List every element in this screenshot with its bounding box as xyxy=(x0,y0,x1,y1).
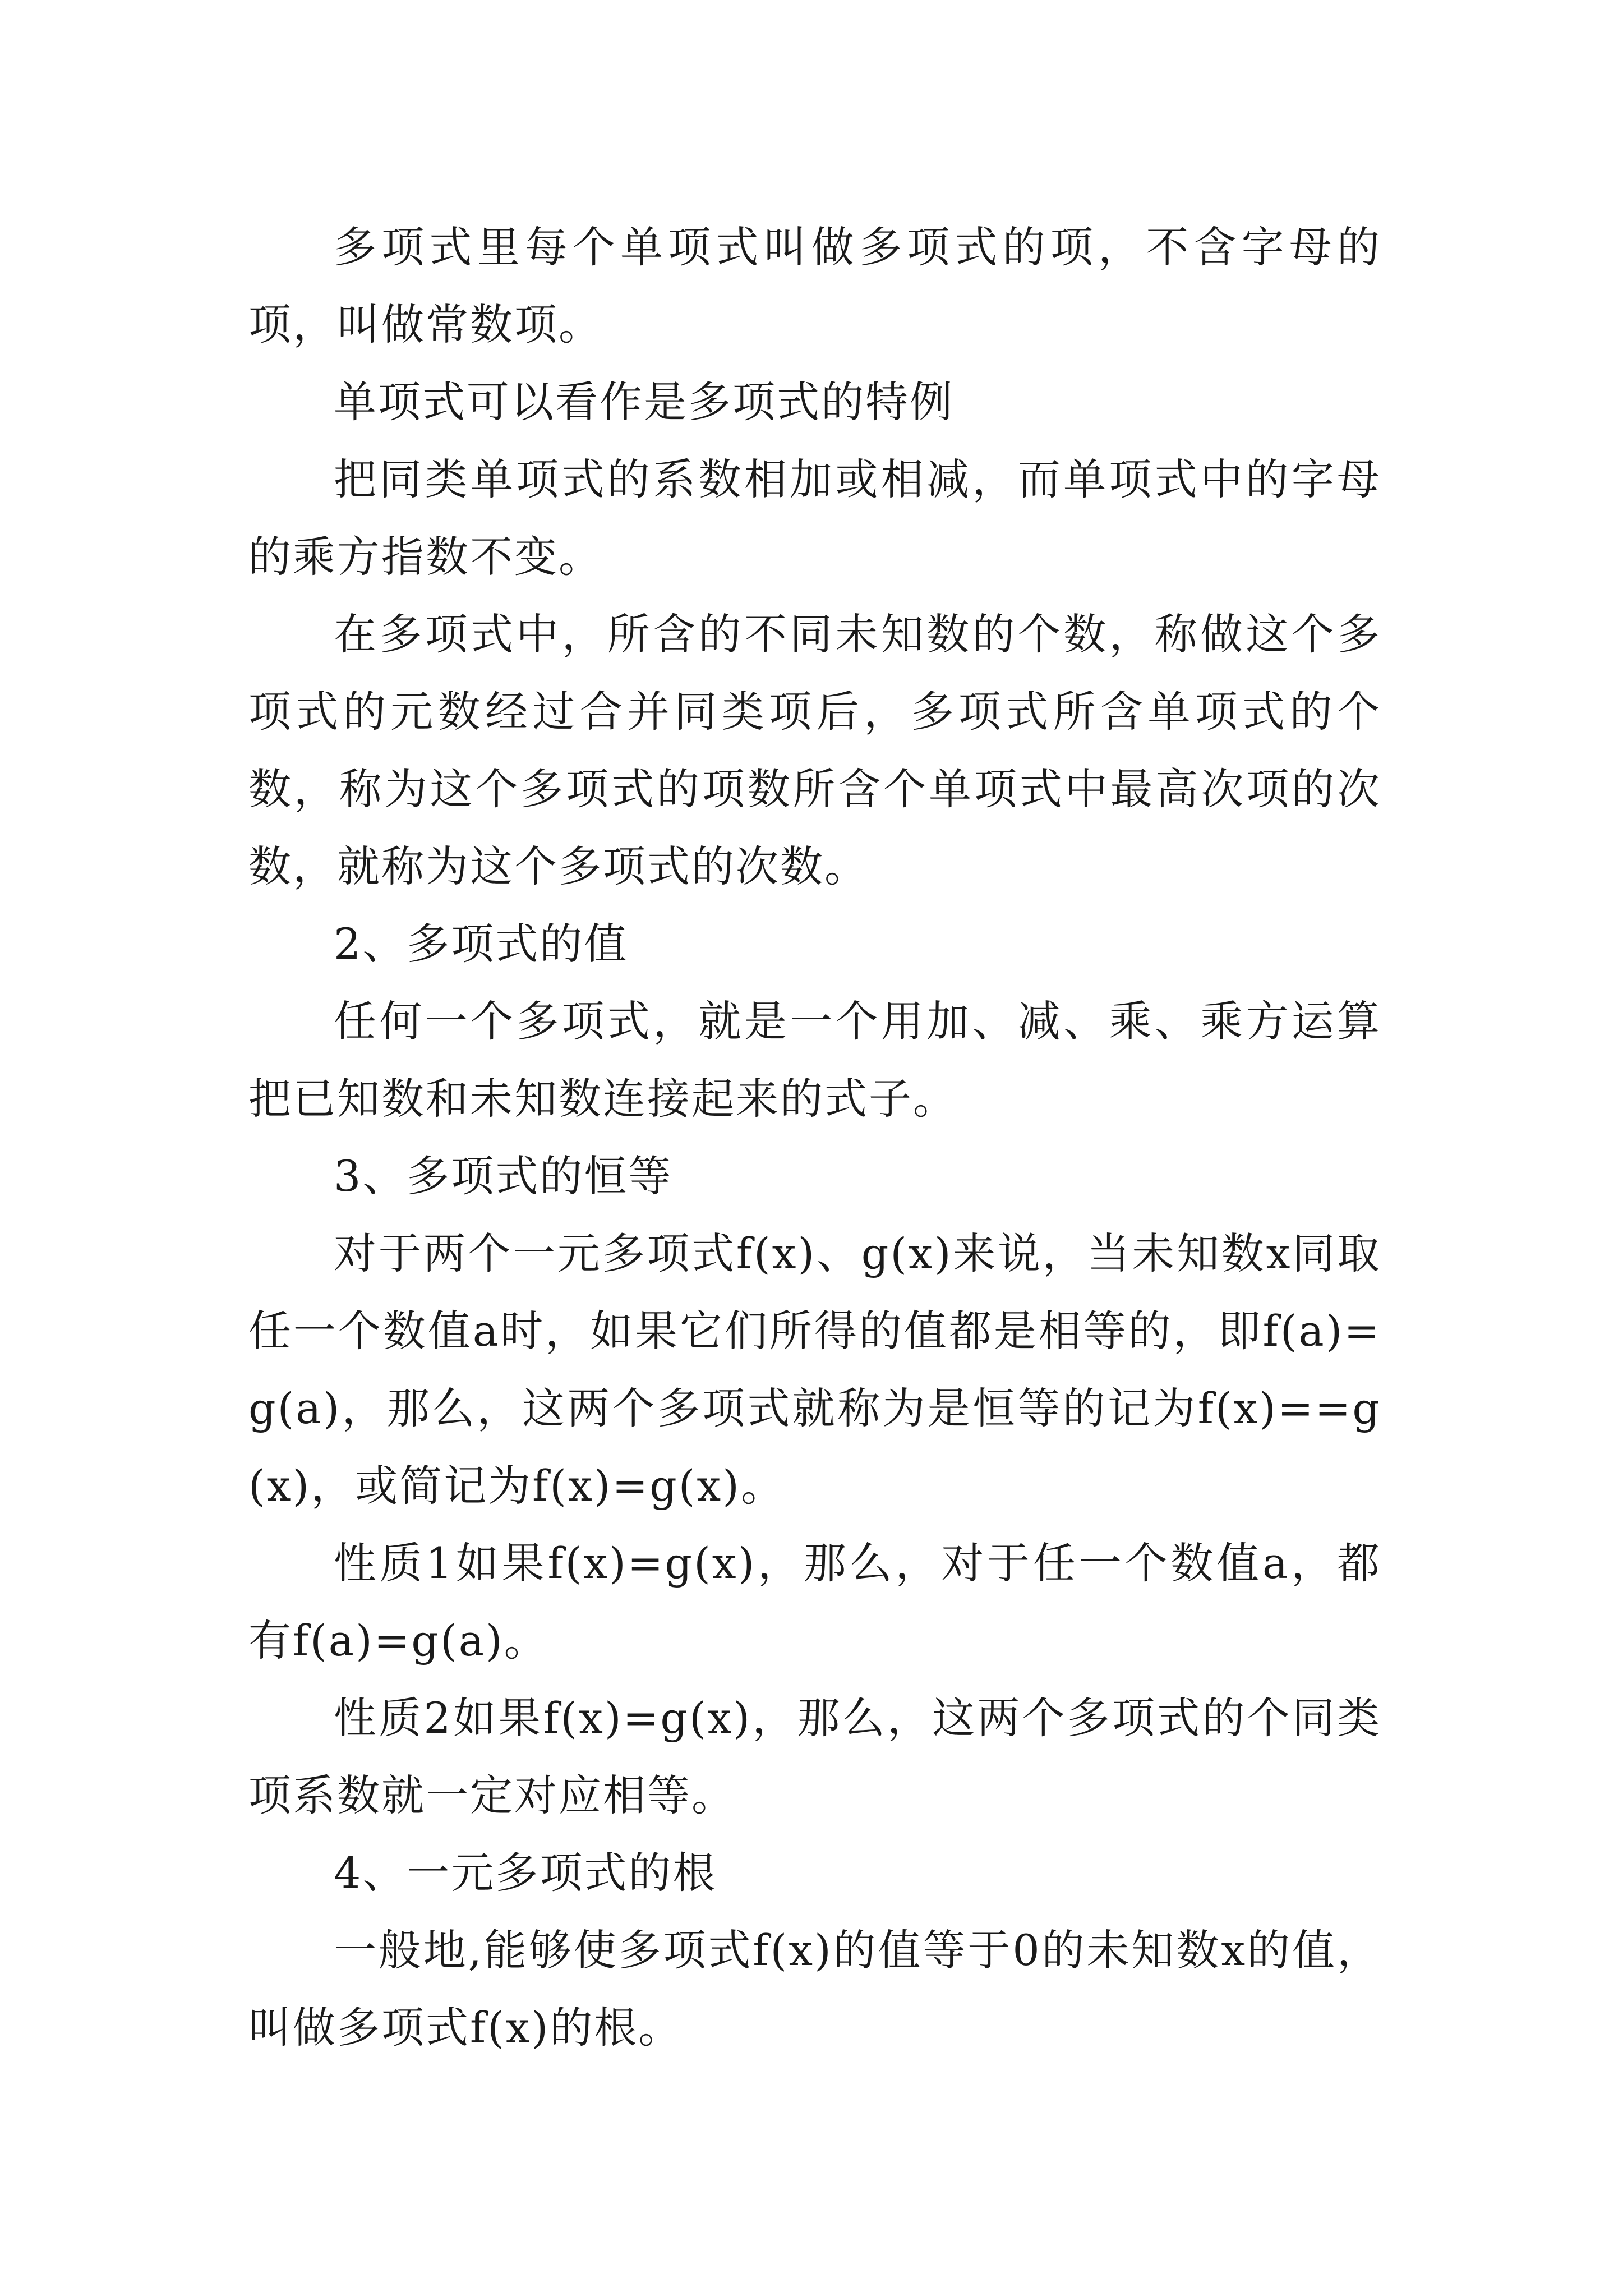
paragraph-identity-definition: 对于两个一元多项式f(x)、g(x)来说，当未知数x同取任一个数值a时，如果它们所得的值都是相等的，即f(a)=g(a)，那么，这两个多项式就称为是恒等的记为f(x)==g(x)，或简记为f(x)=g(x)。 xyxy=(248,1228,1381,1511)
heading-polynomial-value: 2、多项式的值 xyxy=(334,919,629,969)
paragraph-root-definition: 一般地,能够使多项式f(x)的值等于0的未知数x的值，叫做多项式f(x)的根。 xyxy=(248,1925,1381,2053)
paragraph-monomial-special-case: 单项式可以看作是多项式的特例 xyxy=(334,377,954,427)
paragraph-polynomial-expression: 任何一个多项式，就是一个用加、减、乘、乘方运算把已知数和未知数连接起来的式子。 xyxy=(248,996,1381,1124)
heading-polynomial-identity: 3、多项式的恒等 xyxy=(334,1151,673,1201)
paragraph-property-2: 性质2如果f(x)=g(x)，那么，这两个多项式的个同类项系数就一定对应相等。 xyxy=(248,1693,1381,1820)
paragraph-property-1: 性质1如果f(x)=g(x)，那么，对于任一个数值a，都有f(a)=g(a)。 xyxy=(248,1538,1381,1665)
document-body xyxy=(248,209,1381,2067)
heading-polynomial-roots: 4、一元多项式的根 xyxy=(334,1848,717,1898)
paragraph-degree-definition: 在多项式中，所含的不同未知数的个数，称做这个多项式的元数经过合并同类项后，多项式所含单项式的个数，称为这个多项式的项数所含个单项式中最高次项的次数，就称为这个多项式的次数。 xyxy=(248,609,1381,891)
paragraph-combine-like-terms: 把同类单项式的系数相加或相减，而单项式中的字母的乘方指数不变。 xyxy=(248,454,1381,582)
paragraph-polynomial-terms: 多项式里每个单项式叫做多项式的项，不含字母的项，叫做常数项。 xyxy=(248,222,1381,349)
